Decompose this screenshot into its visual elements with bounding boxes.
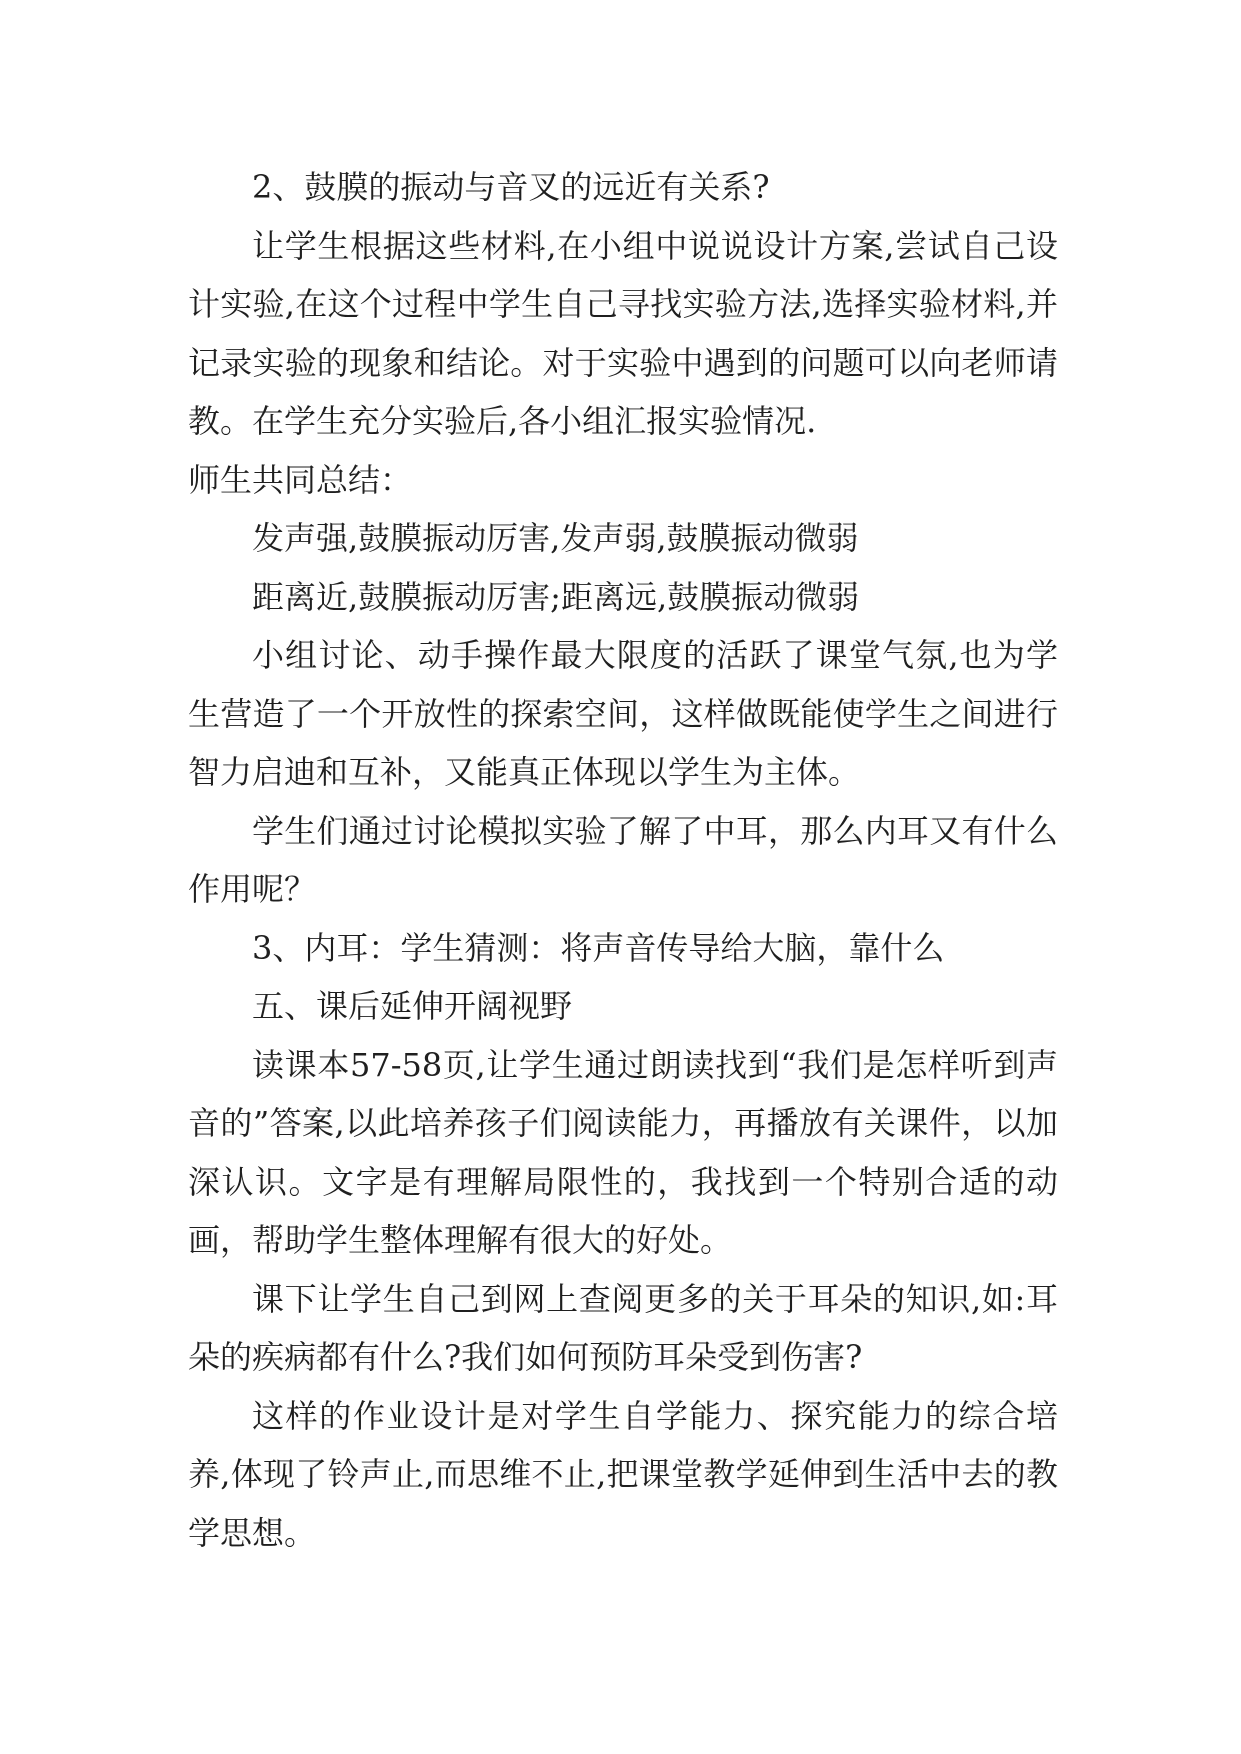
paragraph-reading: 读课本57-58页,让学生通过朗读找到“我们是怎样听到声音的”答案,以此培养孩子们阅读能力，再播放有关课件，以加深认识。文字是有理解局限性的，我找到一个特别合适的动画，帮助学生整体理解有很大的好处。 bbox=[188, 1045, 1058, 1259]
document-body bbox=[188, 158, 1058, 1562]
paragraph-homework: 课下让学生自己到网上查阅更多的关于耳朵的知识,如:耳朵的疾病都有什么?我们如何预防耳朵受到伤害? bbox=[188, 1279, 1058, 1376]
paragraph-group-discussion: 小组讨论、动手操作最大限度的活跃了课堂气氛,也为学生营造了一个开放性的探索空间，这样做既能使学生之间进行智力启迪和互补，又能真正体现以学生为主体。 bbox=[188, 636, 1058, 791]
paragraph-sound-strength: 发声强,鼓膜振动厉害,发声弱,鼓膜振动微弱 bbox=[252, 519, 859, 557]
paragraph-eardrum-question: 2、鼓膜的振动与音叉的远近有关系? bbox=[252, 168, 770, 206]
paragraph-experiment-design: 让学生根据这些材料,在小组中说说设计方案,尝试自己设计实验,在这个过程中学生自己寻找实验方法,选择实验材料,并记录实验的现象和结论。对于实验中遇到的问题可以向老师请教。在学生充分实验后,各小组汇报实验情况. bbox=[188, 226, 1058, 440]
section-heading-extension: 五、课后延伸开阔视野 bbox=[252, 987, 573, 1025]
paragraph-summary-intro: 师生共同总结： bbox=[188, 460, 413, 499]
paragraph-design-reflection: 这样的作业设计是对学生自学能力、探究能力的综合培养,体现了铃声止,而思维不止,把课堂教学延伸到生活中去的教学思想。 bbox=[188, 1396, 1058, 1552]
paragraph-distance: 距离近,鼓膜振动厉害;距离远,鼓膜振动微弱 bbox=[252, 577, 860, 616]
paragraph-inner-ear: 3、内耳：学生猜测：将声音传导给大脑，靠什么 bbox=[252, 928, 945, 967]
paragraph-inner-ear-question: 学生们通过讨论模拟实验了解了中耳，那么内耳又有什么作用呢？ bbox=[188, 811, 1058, 908]
